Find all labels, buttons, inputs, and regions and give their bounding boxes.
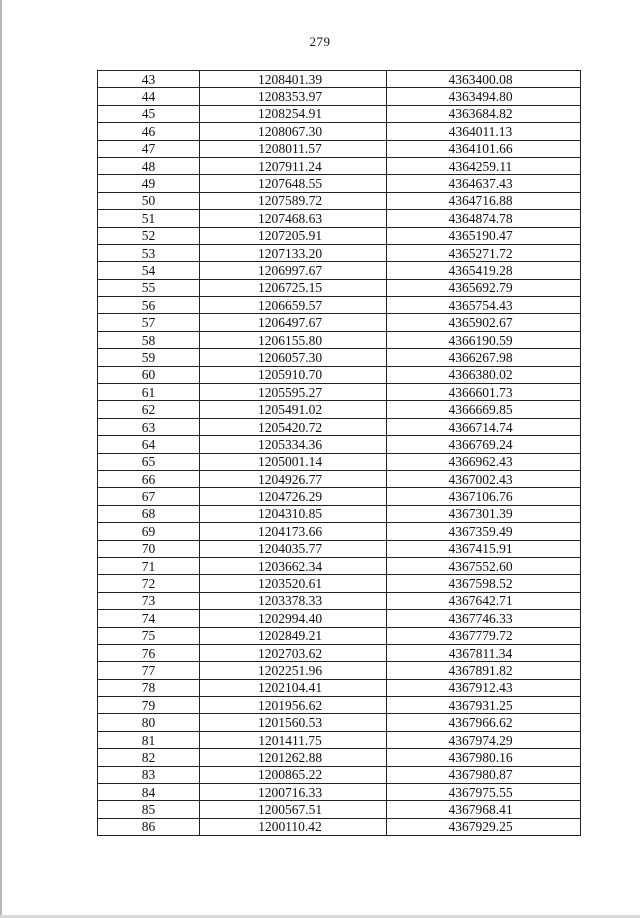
point-number-cell: 74 (98, 610, 200, 627)
point-number-cell: 49 (98, 175, 200, 192)
x-coordinate-cell: 1208353.97 (200, 88, 387, 105)
point-number-cell: 68 (98, 505, 200, 522)
x-coordinate-cell: 1201411.75 (200, 731, 387, 748)
x-coordinate-cell: 1207589.72 (200, 192, 387, 209)
table-row (98, 749, 581, 766)
y-coordinate-cell: 4367966.62 (387, 714, 581, 731)
table-row (98, 105, 581, 122)
table-row (98, 349, 581, 366)
x-coordinate-cell: 1202849.21 (200, 627, 387, 644)
y-coordinate-cell: 4366380.02 (387, 366, 581, 383)
page-number: 279 (309, 34, 331, 49)
x-coordinate-cell: 1206497.67 (200, 314, 387, 331)
point-number-cell: 70 (98, 540, 200, 557)
table-row (98, 540, 581, 557)
table-row (98, 314, 581, 331)
point-number-cell: 51 (98, 210, 200, 227)
point-number-cell: 55 (98, 279, 200, 296)
x-coordinate-cell: 1208254.91 (200, 105, 387, 122)
y-coordinate-cell: 4367968.41 (387, 801, 581, 818)
y-coordinate-cell: 4367002.43 (387, 470, 581, 487)
point-number-cell: 86 (98, 818, 200, 835)
x-coordinate-cell: 1207468.63 (200, 210, 387, 227)
point-number-cell: 75 (98, 627, 200, 644)
table-row (98, 227, 581, 244)
y-coordinate-cell: 4363400.08 (387, 71, 581, 88)
page-left-edge (0, 0, 2, 918)
x-coordinate-cell: 1207205.91 (200, 227, 387, 244)
point-number-cell: 44 (98, 88, 200, 105)
x-coordinate-cell: 1202994.40 (200, 610, 387, 627)
x-coordinate-cell: 1205001.14 (200, 453, 387, 470)
table-row (98, 262, 581, 279)
x-coordinate-cell: 1200567.51 (200, 801, 387, 818)
x-coordinate-cell: 1204926.77 (200, 470, 387, 487)
table-row (98, 279, 581, 296)
y-coordinate-cell: 4365419.28 (387, 262, 581, 279)
y-coordinate-cell: 4363684.82 (387, 105, 581, 122)
x-coordinate-cell: 1207133.20 (200, 244, 387, 261)
point-number-cell: 59 (98, 349, 200, 366)
table-row (98, 384, 581, 401)
point-number-cell: 56 (98, 297, 200, 314)
x-coordinate-cell: 1203662.34 (200, 557, 387, 574)
table-row (98, 784, 581, 801)
y-coordinate-cell: 4365692.79 (387, 279, 581, 296)
x-coordinate-cell: 1204310.85 (200, 505, 387, 522)
point-number-cell: 80 (98, 714, 200, 731)
coordinates-table-body (98, 71, 581, 836)
x-coordinate-cell: 1206725.15 (200, 279, 387, 296)
y-coordinate-cell: 4363494.80 (387, 88, 581, 105)
point-number-cell: 57 (98, 314, 200, 331)
x-coordinate-cell: 1205910.70 (200, 366, 387, 383)
point-number-cell: 60 (98, 366, 200, 383)
x-coordinate-cell: 1200110.42 (200, 818, 387, 835)
point-number-cell: 50 (98, 192, 200, 209)
point-number-cell: 61 (98, 384, 200, 401)
x-coordinate-cell: 1208067.30 (200, 123, 387, 140)
y-coordinate-cell: 4367106.76 (387, 488, 581, 505)
x-coordinate-cell: 1207911.24 (200, 157, 387, 174)
point-number-cell: 66 (98, 470, 200, 487)
x-coordinate-cell: 1205334.36 (200, 436, 387, 453)
x-coordinate-cell: 1204035.77 (200, 540, 387, 557)
y-coordinate-cell: 4367642.71 (387, 592, 581, 609)
x-coordinate-cell: 1205491.02 (200, 401, 387, 418)
point-number-cell: 78 (98, 679, 200, 696)
point-number-cell: 46 (98, 123, 200, 140)
y-coordinate-cell: 4364011.13 (387, 123, 581, 140)
table-row (98, 175, 581, 192)
y-coordinate-cell: 4365271.72 (387, 244, 581, 261)
y-coordinate-cell: 4367931.25 (387, 697, 581, 714)
point-number-cell: 76 (98, 644, 200, 661)
table-row (98, 470, 581, 487)
table-row (98, 140, 581, 157)
point-number-cell: 52 (98, 227, 200, 244)
y-coordinate-cell: 4366267.98 (387, 349, 581, 366)
x-coordinate-cell: 1205595.27 (200, 384, 387, 401)
x-coordinate-cell: 1203520.61 (200, 575, 387, 592)
table-row (98, 610, 581, 627)
point-number-cell: 64 (98, 436, 200, 453)
table-row (98, 331, 581, 348)
y-coordinate-cell: 4366962.43 (387, 453, 581, 470)
table-row (98, 627, 581, 644)
table-row (98, 401, 581, 418)
point-number-cell: 53 (98, 244, 200, 261)
table-row (98, 192, 581, 209)
point-number-cell: 72 (98, 575, 200, 592)
y-coordinate-cell: 4366601.73 (387, 384, 581, 401)
y-coordinate-cell: 4367980.87 (387, 766, 581, 783)
table-row (98, 714, 581, 731)
y-coordinate-cell: 4366190.59 (387, 331, 581, 348)
x-coordinate-cell: 1206155.80 (200, 331, 387, 348)
table-row (98, 157, 581, 174)
point-number-cell: 58 (98, 331, 200, 348)
table-row (98, 644, 581, 661)
point-number-cell: 43 (98, 71, 200, 88)
y-coordinate-cell: 4367912.43 (387, 679, 581, 696)
x-coordinate-cell: 1204173.66 (200, 523, 387, 540)
y-coordinate-cell: 4366714.74 (387, 418, 581, 435)
table-row (98, 801, 581, 818)
point-number-cell: 83 (98, 766, 200, 783)
y-coordinate-cell: 4364259.11 (387, 157, 581, 174)
x-coordinate-cell: 1206057.30 (200, 349, 387, 366)
x-coordinate-cell: 1205420.72 (200, 418, 387, 435)
y-coordinate-cell: 4364101.66 (387, 140, 581, 157)
table-row (98, 453, 581, 470)
point-number-cell: 54 (98, 262, 200, 279)
coordinates-table (97, 70, 581, 836)
y-coordinate-cell: 4367552.60 (387, 557, 581, 574)
point-number-cell: 63 (98, 418, 200, 435)
x-coordinate-cell: 1202703.62 (200, 644, 387, 661)
table-row (98, 575, 581, 592)
table-row (98, 731, 581, 748)
y-coordinate-cell: 4367891.82 (387, 662, 581, 679)
x-coordinate-cell: 1208011.57 (200, 140, 387, 157)
point-number-cell: 73 (98, 592, 200, 609)
x-coordinate-cell: 1202251.96 (200, 662, 387, 679)
table-row (98, 697, 581, 714)
point-number-cell: 71 (98, 557, 200, 574)
x-coordinate-cell: 1206659.57 (200, 297, 387, 314)
y-coordinate-cell: 4367975.55 (387, 784, 581, 801)
table-row (98, 436, 581, 453)
point-number-cell: 65 (98, 453, 200, 470)
table-row (98, 592, 581, 609)
table-row (98, 71, 581, 88)
y-coordinate-cell: 4366769.24 (387, 436, 581, 453)
x-coordinate-cell: 1201262.88 (200, 749, 387, 766)
x-coordinate-cell: 1200716.33 (200, 784, 387, 801)
y-coordinate-cell: 4367980.16 (387, 749, 581, 766)
x-coordinate-cell: 1202104.41 (200, 679, 387, 696)
point-number-cell: 82 (98, 749, 200, 766)
table-row (98, 244, 581, 261)
x-coordinate-cell: 1204726.29 (200, 488, 387, 505)
x-coordinate-cell: 1203378.33 (200, 592, 387, 609)
table-row (98, 766, 581, 783)
point-number-cell: 47 (98, 140, 200, 157)
x-coordinate-cell: 1208401.39 (200, 71, 387, 88)
point-number-cell: 85 (98, 801, 200, 818)
y-coordinate-cell: 4366669.85 (387, 401, 581, 418)
point-number-cell: 48 (98, 157, 200, 174)
x-coordinate-cell: 1201560.53 (200, 714, 387, 731)
table-row (98, 557, 581, 574)
x-coordinate-cell: 1201956.62 (200, 697, 387, 714)
x-coordinate-cell: 1207648.55 (200, 175, 387, 192)
y-coordinate-cell: 4367974.29 (387, 731, 581, 748)
y-coordinate-cell: 4364874.78 (387, 210, 581, 227)
x-coordinate-cell: 1206997.67 (200, 262, 387, 279)
point-number-cell: 84 (98, 784, 200, 801)
table-row (98, 418, 581, 435)
table-row (98, 297, 581, 314)
table-row (98, 523, 581, 540)
y-coordinate-cell: 4367779.72 (387, 627, 581, 644)
y-coordinate-cell: 4364637.43 (387, 175, 581, 192)
y-coordinate-cell: 4365754.43 (387, 297, 581, 314)
point-number-cell: 77 (98, 662, 200, 679)
table-row (98, 123, 581, 140)
y-coordinate-cell: 4365902.67 (387, 314, 581, 331)
y-coordinate-cell: 4364716.88 (387, 192, 581, 209)
point-number-cell: 69 (98, 523, 200, 540)
point-number-cell: 45 (98, 105, 200, 122)
y-coordinate-cell: 4365190.47 (387, 227, 581, 244)
y-coordinate-cell: 4367359.49 (387, 523, 581, 540)
y-coordinate-cell: 4367415.91 (387, 540, 581, 557)
table-row (98, 662, 581, 679)
point-number-cell: 67 (98, 488, 200, 505)
y-coordinate-cell: 4367811.34 (387, 644, 581, 661)
y-coordinate-cell: 4367746.33 (387, 610, 581, 627)
table-row (98, 505, 581, 522)
table-row (98, 818, 581, 835)
table-row (98, 679, 581, 696)
point-number-cell: 81 (98, 731, 200, 748)
point-number-cell: 79 (98, 697, 200, 714)
y-coordinate-cell: 4367301.39 (387, 505, 581, 522)
table-row (98, 366, 581, 383)
table-row (98, 210, 581, 227)
y-coordinate-cell: 4367929.25 (387, 818, 581, 835)
table-row (98, 88, 581, 105)
y-coordinate-cell: 4367598.52 (387, 575, 581, 592)
point-number-cell: 62 (98, 401, 200, 418)
table-row (98, 488, 581, 505)
x-coordinate-cell: 1200865.22 (200, 766, 387, 783)
